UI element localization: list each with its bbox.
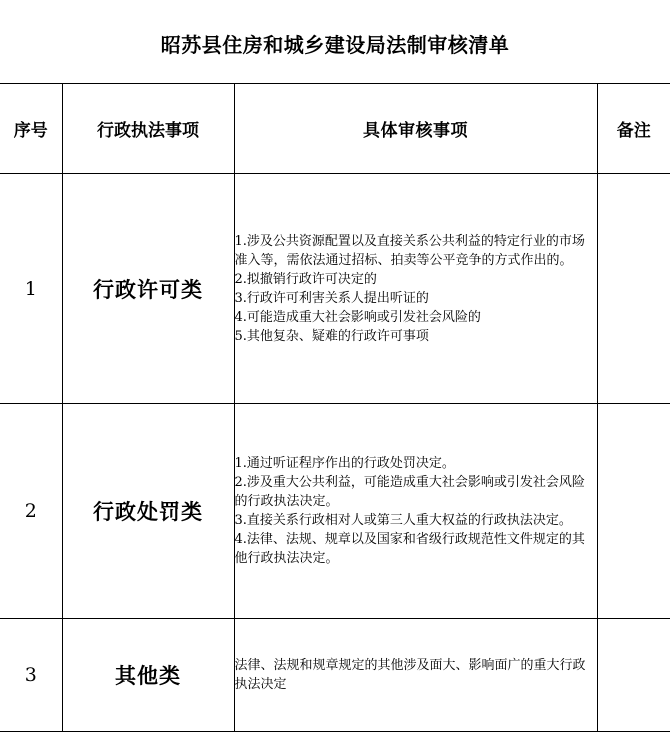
detail-item: 2.涉及重大公共利益，可能造成重大社会影响或引发社会风险的行政执法决定。 (234, 475, 585, 509)
detail-item: 法律、法规和规章规定的其他涉及面大、影响面广的重大行政执法决定 (234, 658, 586, 692)
detail-item: 5.其他复杂、疑难的行政许可事项 (234, 328, 429, 344)
row-index: 2 (0, 404, 62, 619)
row-remarks (597, 619, 670, 732)
detail-item: 2.拟撤销行政许可决定的 (234, 271, 377, 287)
row-category: 行政处罚类 (62, 404, 234, 619)
row-category: 行政许可类 (62, 174, 234, 404)
detail-item: 1.通过听证程序作出的行政处罚决定。 (234, 456, 455, 471)
row-details (234, 619, 597, 732)
table-row (0, 174, 670, 404)
row-index: 1 (0, 174, 62, 404)
row-details (234, 404, 597, 619)
document-title: 昭苏县住房和城乡建设局法制审核清单 (160, 33, 510, 57)
detail-item: 4.可能造成重大社会影响或引发社会风险的 (234, 309, 481, 325)
row-category: 其他类 (62, 619, 234, 732)
header-details: 具体审核事项 (234, 84, 597, 174)
row-details (234, 174, 597, 404)
row-remarks (597, 174, 670, 404)
row-remarks (597, 404, 670, 619)
table-row (0, 404, 670, 619)
detail-item: 3.直接关系行政相对人或第三人重大权益的行政执法决定。 (234, 513, 572, 528)
detail-item: 3.行政许可利害关系人提出听证的 (234, 290, 429, 306)
detail-item: 4.法律、法规、规章以及国家和省级行政规范性文件规定的其他行政执法决定。 (234, 532, 585, 566)
table-row (0, 619, 670, 732)
row-index: 3 (0, 619, 62, 732)
detail-item: 1.涉及公共资源配置以及直接关系公共利益的特定行业的市场准入等，需依法通过招标、拍卖等公平竞争的方式作出的。 (234, 233, 585, 268)
title-row (0, 0, 670, 84)
header-remarks: 备注 (597, 84, 670, 174)
header-row (0, 84, 670, 174)
review-table (0, 84, 670, 732)
header-index: 序号 (0, 84, 62, 174)
header-category: 行政执法事项 (62, 84, 234, 174)
